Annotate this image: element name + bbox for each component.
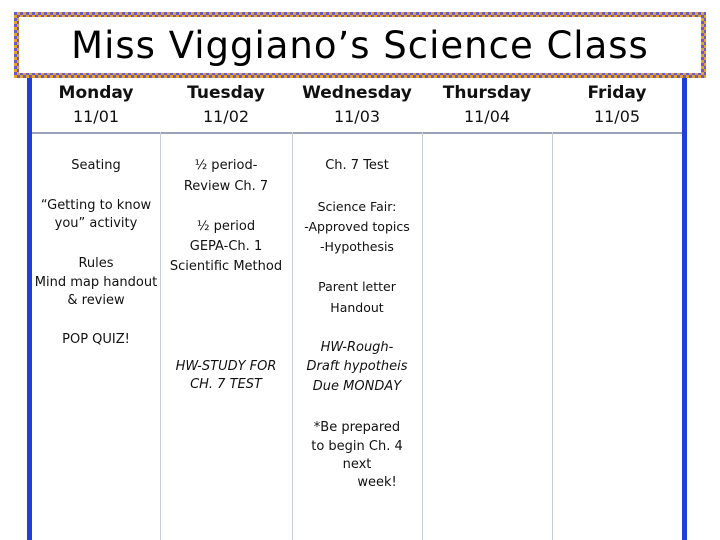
tuesday-half-period-1: ½ period- xyxy=(194,158,258,173)
day-label: Tuesday xyxy=(187,83,265,103)
header-friday xyxy=(552,80,682,134)
tuesday-gepa: GEPA-Ch. 1 xyxy=(189,239,263,254)
column-divider xyxy=(292,132,293,540)
day-label: Monday xyxy=(58,83,134,103)
column-monday xyxy=(32,80,160,540)
tuesday-scientific-method: Scientific Method xyxy=(169,259,283,274)
header-monday xyxy=(32,80,160,134)
tuesday-hw-2: CH. 7 TEST xyxy=(190,377,262,392)
column-tuesday xyxy=(160,80,292,540)
monday-rules: Rules xyxy=(78,256,114,271)
wednesday-handout: Handout xyxy=(330,300,384,315)
wednesday-note-2: to begin Ch. 4 xyxy=(311,439,403,454)
wednesday-note-4: week! xyxy=(357,475,397,490)
date-label: 11/01 xyxy=(72,107,120,126)
date-label: 11/03 xyxy=(333,107,381,126)
day-label: Wednesday xyxy=(302,83,412,103)
day-label: Thursday xyxy=(442,83,532,103)
monday-getting-1: “Getting to know xyxy=(40,198,152,213)
column-wednesday xyxy=(292,80,422,540)
right-border-bar xyxy=(682,78,687,540)
column-divider xyxy=(552,132,553,540)
wednesday-test: Ch. 7 Test xyxy=(325,158,389,173)
wednesday-note-1: *Be prepared xyxy=(313,420,401,435)
wednesday-hw-1: HW-Rough- xyxy=(320,340,394,355)
wednesday-hypothesis: -Hypothesis xyxy=(320,239,394,254)
page-title: Miss Viggiano’s Science Class xyxy=(71,23,649,67)
wednesday-science-fair: Science Fair: xyxy=(317,199,397,214)
wednesday-hw-3: Due MONDAY xyxy=(312,379,402,394)
tuesday-half-period-2: ½ period xyxy=(196,219,256,234)
column-divider xyxy=(160,132,161,540)
wednesday-parent-letter: Parent letter xyxy=(318,279,396,294)
header-wednesday xyxy=(292,80,422,134)
monday-seating: Seating xyxy=(71,158,121,173)
header-thursday xyxy=(422,80,552,134)
column-friday xyxy=(552,80,682,540)
header-tuesday xyxy=(160,80,292,134)
monday-getting-2: you” activity xyxy=(54,216,138,231)
date-label: 11/05 xyxy=(593,107,641,126)
title-inner xyxy=(19,17,701,73)
wednesday-note-3: next xyxy=(342,457,372,472)
tuesday-hw-1: HW-STUDY FOR xyxy=(175,359,277,374)
title-banner xyxy=(14,12,706,78)
tuesday-review-ch7: Review Ch. 7 xyxy=(183,179,269,194)
date-label: 11/02 xyxy=(202,107,250,126)
monday-review: & review xyxy=(67,293,125,308)
monday-popquiz: POP QUIZ! xyxy=(62,332,130,347)
monday-mindmap: Mind map handout xyxy=(34,275,158,290)
wednesday-hw-2: Draft hypotheis xyxy=(306,359,408,374)
date-label: 11/04 xyxy=(463,107,511,126)
column-thursday xyxy=(422,80,552,540)
column-divider xyxy=(422,132,423,540)
wednesday-topics: -Approved topics xyxy=(304,219,410,234)
day-label: Friday xyxy=(587,83,647,103)
